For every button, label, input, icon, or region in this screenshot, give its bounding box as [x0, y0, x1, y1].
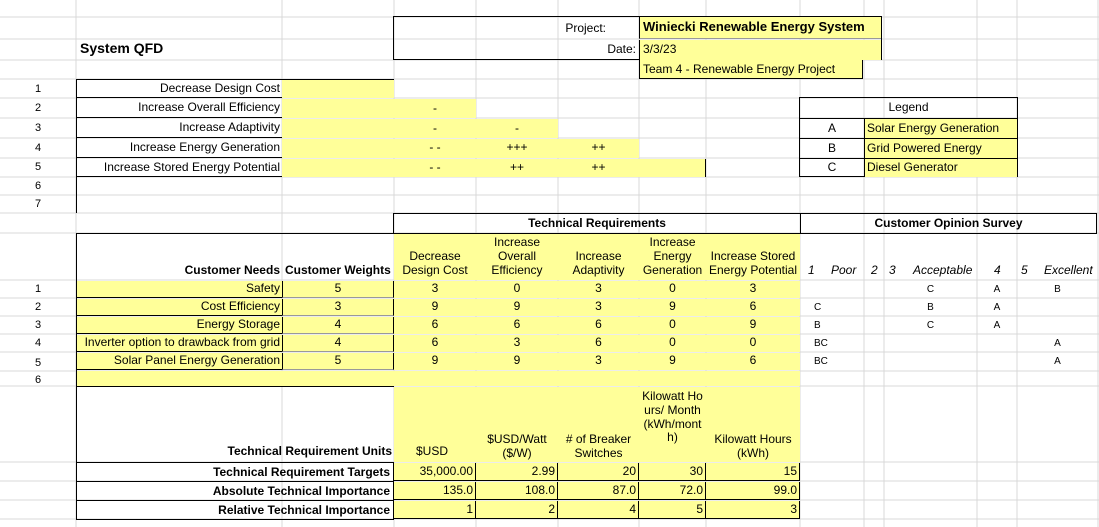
roof-cell[interactable]: +++ — [476, 139, 558, 158]
relative-cell[interactable]: 2 — [476, 501, 558, 519]
empty-row[interactable] — [77, 371, 800, 386]
technical-requirements-header: Technical Requirements — [393, 213, 801, 234]
date-value[interactable]: 3/3/23 — [639, 40, 881, 60]
relationship-cell[interactable]: 0 — [476, 281, 558, 298]
tech-column-header: Increase Stored Energy Potential — [706, 234, 800, 280]
survey-cell[interactable]: BC — [814, 356, 828, 367]
sheet-title: System QFD — [80, 40, 164, 56]
relationship-cell[interactable]: 3 — [558, 281, 639, 298]
row-number: 5 — [34, 161, 42, 173]
relative-cell[interactable]: 4 — [558, 501, 639, 519]
relationship-cell[interactable]: 0 — [639, 281, 706, 298]
survey-scale-poor: Poor — [831, 263, 857, 277]
row-number: 4 — [34, 142, 42, 154]
need-weight[interactable]: 4 — [282, 335, 394, 352]
unit-cell[interactable]: $USD — [394, 387, 476, 462]
need-weight[interactable]: 5 — [282, 281, 394, 298]
legend-label: Solar Energy Generation — [865, 119, 1017, 138]
roof-label: Increase Energy Generation — [76, 139, 282, 158]
legend-key: C — [827, 160, 837, 174]
relationship-cell[interactable]: 0 — [639, 335, 706, 352]
survey-cell[interactable]: C — [926, 284, 935, 295]
row-number: 4 — [34, 337, 42, 349]
unit-cell[interactable]: Kilowatt Hours (kWh) — [706, 387, 800, 462]
relationship-cell[interactable]: 3 — [476, 335, 558, 352]
need-name[interactable]: Inverter option to drawback from grid — [77, 335, 282, 352]
relationship-cell[interactable]: 9 — [639, 299, 706, 316]
roof-cell[interactable] — [282, 139, 394, 158]
targets-cell[interactable]: 15 — [706, 463, 800, 481]
row-number: 2 — [34, 301, 42, 313]
relationship-cell[interactable]: 3 — [558, 353, 639, 370]
date-label: Date: — [607, 42, 636, 56]
legend-key: A — [827, 121, 836, 135]
legend-key: B — [827, 141, 836, 155]
unit-cell[interactable]: # of Breaker Switches — [558, 387, 639, 462]
project-label: Project: — [565, 21, 606, 35]
targets-label: Technical Requirement Targets — [76, 462, 394, 481]
survey-cell[interactable]: B — [814, 320, 821, 331]
units-label: Technical Requirement Units — [227, 444, 392, 458]
roof-cell[interactable]: ++ — [476, 159, 558, 177]
absolute-cell[interactable]: 108.0 — [476, 482, 558, 500]
relationship-cell[interactable]: 3 — [394, 281, 476, 298]
survey-scale-3: 3 — [889, 263, 896, 277]
row-number: 7 — [34, 198, 42, 210]
roof-cell[interactable]: - — [394, 99, 476, 118]
need-name[interactable]: Safety — [77, 281, 282, 298]
row-number: 3 — [34, 122, 42, 134]
survey-scale-5: 5 — [1021, 263, 1028, 277]
relative-cell[interactable]: 1 — [394, 501, 476, 519]
need-name[interactable]: Energy Storage — [77, 317, 282, 334]
need-weight[interactable]: 4 — [282, 317, 394, 334]
relative-cell[interactable]: 3 — [706, 501, 800, 519]
targets-cell[interactable]: 2.99 — [476, 463, 558, 481]
relationship-cell[interactable]: 9 — [639, 353, 706, 370]
project-name[interactable]: Winiecki Renewable Energy System — [639, 17, 881, 39]
absolute-cell[interactable]: 135.0 — [394, 482, 476, 500]
survey-scale-1: 1 — [808, 263, 815, 277]
relationship-cell[interactable]: 0 — [706, 335, 800, 352]
relationship-cell[interactable]: 6 — [558, 335, 639, 352]
roof-cell[interactable]: ++ — [558, 139, 639, 158]
targets-cell[interactable]: 20 — [558, 463, 639, 481]
survey-cell[interactable]: A — [993, 320, 1001, 331]
roof-cell[interactable] — [639, 159, 706, 177]
row-number: 2 — [34, 102, 42, 114]
relationship-cell[interactable]: 6 — [558, 317, 639, 334]
customer-opinion-survey-header: Customer Opinion Survey — [800, 213, 1097, 234]
targets-cell[interactable]: 30 — [639, 463, 706, 481]
row-number: 6 — [34, 180, 42, 192]
customer-needs-header: Customer Needs — [184, 263, 280, 277]
tech-column-header: Increase Adaptivity — [558, 234, 639, 280]
roof-cell[interactable]: - - — [394, 159, 476, 177]
survey-cell[interactable]: A — [1054, 356, 1061, 367]
survey-scale-2: 2 — [871, 263, 878, 277]
relationship-cell[interactable]: 6 — [476, 317, 558, 334]
survey-cell[interactable]: A — [993, 284, 1001, 295]
absolute-cell[interactable]: 99.0 — [706, 482, 800, 500]
survey-scale-4: 4 — [994, 263, 1001, 277]
row-number: 5 — [34, 357, 42, 369]
relationship-cell[interactable]: 9 — [706, 317, 800, 334]
relationship-cell[interactable]: 9 — [394, 299, 476, 316]
survey-cell[interactable]: A — [993, 302, 1001, 313]
unit-cell[interactable]: Kilowatt Hours/ Month (kWh/month) — [639, 387, 706, 462]
roof-cell[interactable] — [282, 80, 394, 98]
absolute-cell[interactable]: 87.0 — [558, 482, 639, 500]
need-name[interactable]: Cost Efficiency — [77, 299, 282, 316]
need-name[interactable]: Solar Panel Energy Generation — [77, 353, 282, 370]
survey-cell[interactable]: C — [814, 302, 822, 313]
tech-column-header: Increase Energy Generation — [639, 234, 706, 280]
roof-label: Increase Adaptivity — [76, 119, 282, 138]
relationship-cell[interactable]: 6 — [394, 317, 476, 334]
roof-cell[interactable]: - - — [394, 139, 476, 158]
legend-label: Diesel Generator — [865, 159, 1017, 177]
unit-cell[interactable]: $USD/Watt ($/W) — [476, 387, 558, 462]
relationship-cell[interactable]: 6 — [394, 335, 476, 352]
survey-scale-acceptable: Acceptable — [913, 263, 973, 277]
survey-cell[interactable]: A — [1054, 338, 1061, 349]
roof-cell[interactable] — [282, 159, 394, 177]
legend-title: Legend — [888, 100, 929, 114]
relative-label: Relative Technical Importance — [76, 500, 394, 520]
legend-label: Grid Powered Energy — [865, 139, 1017, 158]
targets-cell[interactable]: 35,000.00 — [394, 463, 476, 481]
survey-cell[interactable]: B — [927, 302, 934, 313]
survey-cell[interactable]: C — [926, 320, 935, 331]
relationship-cell[interactable]: 9 — [476, 353, 558, 370]
survey-cell[interactable]: B — [1054, 284, 1061, 295]
survey-scale-excellent: Excellent — [1044, 263, 1093, 277]
roof-label: Decrease Design Cost — [76, 80, 282, 98]
roof-cell[interactable] — [282, 99, 394, 118]
relationship-cell[interactable]: 0 — [639, 317, 706, 334]
roof-cell[interactable]: - — [476, 119, 558, 138]
absolute-label: Absolute Technical Importance — [76, 481, 394, 500]
tech-column-header: Increase Overall Efficiency — [476, 234, 558, 280]
row-number: 6 — [34, 374, 42, 386]
row-number: 1 — [34, 283, 42, 295]
roof-cell[interactable]: - — [394, 119, 476, 138]
relationship-cell[interactable]: 3 — [558, 299, 639, 316]
relationship-cell[interactable]: 3 — [706, 281, 800, 298]
need-weight[interactable]: 3 — [282, 299, 394, 316]
team-name[interactable]: Team 4 - Renewable Energy Project — [639, 60, 863, 79]
roof-label: Increase Overall Efficiency — [76, 99, 282, 118]
tech-column-header: Decrease Design Cost — [394, 234, 476, 280]
relationship-cell[interactable]: 9 — [476, 299, 558, 316]
relative-cell[interactable]: 5 — [639, 501, 706, 519]
roof-cell[interactable] — [282, 119, 394, 138]
roof-label: Increase Stored Energy Potential — [76, 159, 282, 177]
relationship-cell[interactable]: 6 — [706, 353, 800, 370]
roof-cell[interactable]: ++ — [558, 159, 639, 177]
relationship-cell[interactable]: 6 — [706, 299, 800, 316]
survey-cell[interactable]: BC — [814, 338, 828, 349]
relationship-cell[interactable]: 9 — [394, 353, 476, 370]
need-weight[interactable]: 5 — [282, 353, 394, 370]
row-number: 1 — [34, 83, 42, 95]
row-number: 3 — [34, 319, 42, 331]
customer-weights-header: Customer Weights — [285, 263, 391, 277]
absolute-cell[interactable]: 72.0 — [639, 482, 706, 500]
